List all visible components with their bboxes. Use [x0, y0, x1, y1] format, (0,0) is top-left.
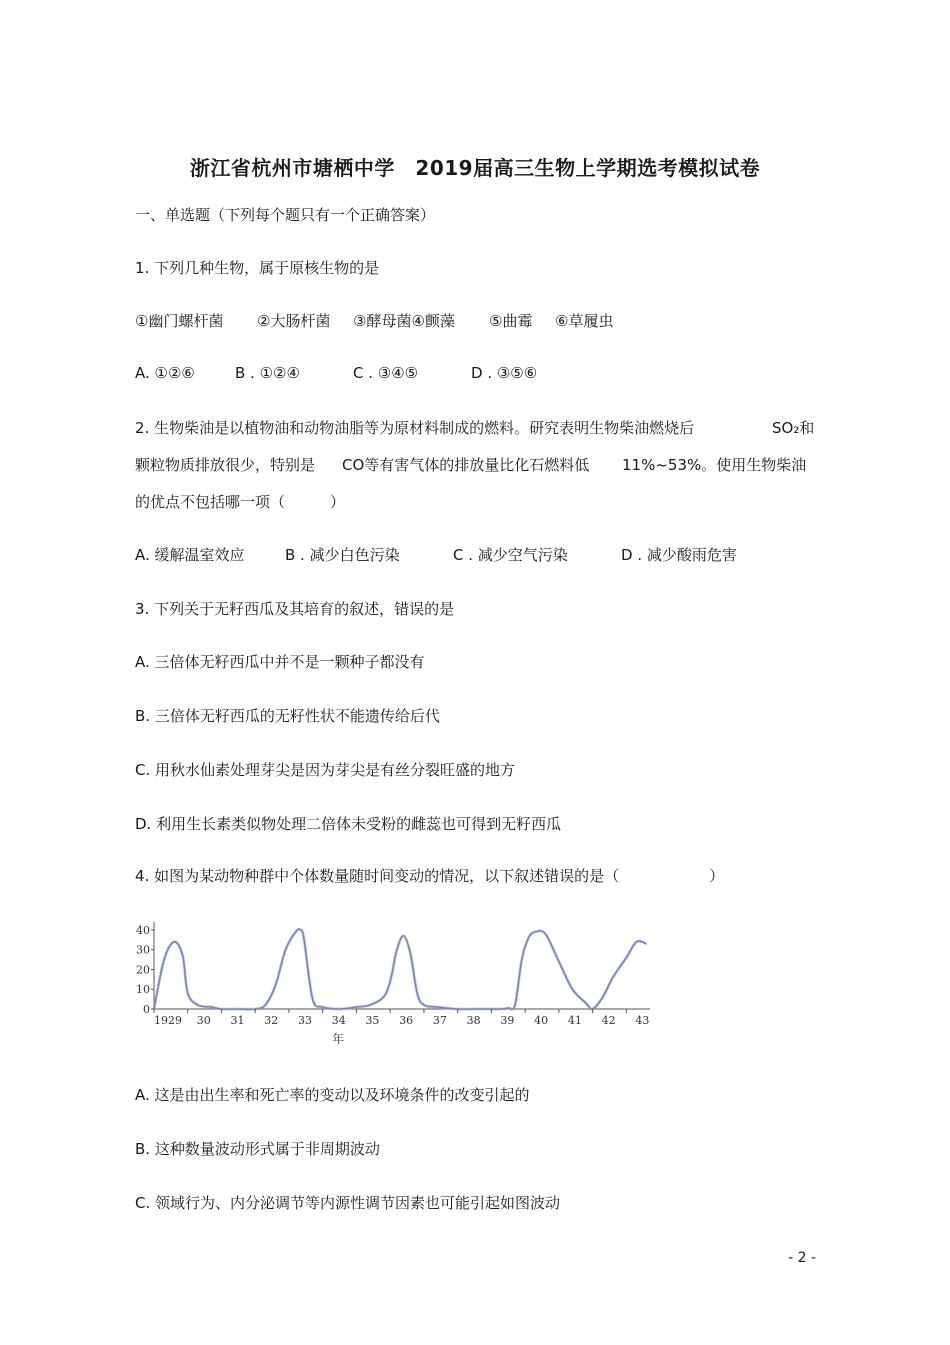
q3-stem: 3. 下列关于无籽西瓜及其培育的叙述，错误的是 [135, 600, 455, 618]
q1-option-b: B . ①②④ [235, 364, 300, 382]
q1-option-a: A. ①②⑥ [135, 364, 195, 382]
x-tick-label: 36 [399, 1014, 414, 1027]
population-chart [130, 916, 660, 1046]
x-tick-label: 43 [635, 1014, 650, 1027]
x-tick-label: 37 [432, 1014, 447, 1027]
q2-line-3: 的优点不包括哪一项（ ） [135, 493, 346, 511]
population-chart-svg [130, 916, 660, 1046]
q3-option-a: A. 三倍体无籽西瓜中并不是一颗种子都没有 [135, 653, 425, 671]
x-tick-label: 38 [466, 1014, 481, 1027]
q2-line-1-end: SO₂和 [772, 419, 815, 437]
q3-option-b: B. 三倍体无籽西瓜的无籽性状不能遗传给后代 [135, 707, 440, 725]
q4-option-a: A. 这是由出生率和死亡率的变动以及环境条件的改变引起的 [135, 1086, 530, 1104]
y-tick-label: 30 [136, 943, 150, 957]
q4-option-c: C. 领域行为、内分泌调节等内源性调节因素也可能引起如图波动 [135, 1194, 561, 1212]
q1-item-1: ①幽门螺杆菌 [135, 312, 224, 330]
x-tick-label: 35 [365, 1014, 380, 1027]
x-tick-label: 31 [230, 1014, 245, 1027]
q1-option-d: D . ③⑤⑥ [471, 364, 538, 382]
x-tick-label: 41 [567, 1014, 582, 1027]
q3-option-c: C. 用秋水仙素处理芽尖是因为芽尖是有丝分裂旺盛的地方 [135, 761, 516, 779]
q2-option-a: A. 缓解温室效应 [135, 546, 245, 564]
q2-option-d: D . 减少酸雨危害 [621, 546, 737, 564]
q1-item-5: ⑤曲霉 [489, 312, 533, 330]
q3-option-d: D. 利用生长素类似物处理二倍体未受粉的雌蕊也可得到无籽西瓜 [135, 815, 562, 833]
x-tick-label: 42 [601, 1014, 616, 1027]
x-tick-label: 32 [264, 1014, 279, 1027]
q2-line-1: 2. 生物柴油是以植物油和动物油脂等为原材料制成的燃料。研究表明生物柴油燃烧后 [135, 419, 695, 437]
q2-line-2-end: 11%~53%。使用生物柴油 [622, 456, 807, 474]
page-number: - 2 - [788, 1250, 816, 1266]
x-tick-label: 33 [297, 1014, 312, 1027]
q2-option-c: C . 减少空气污染 [453, 546, 568, 564]
y-tick-label: 0 [143, 1003, 150, 1016]
q1-item-2: ②大肠杆菌 [257, 312, 331, 330]
q1-stem: 1. 下列几种生物，属于原核生物的是 [135, 259, 380, 277]
y-tick-label: 10 [136, 983, 150, 997]
q1-item-6: ⑥草履虫 [555, 312, 614, 330]
section-heading: 一、单选题（下列每个题只有一个正确答案） [135, 206, 436, 224]
q4-option-b: B. 这种数量波动形式属于非周期波动 [135, 1140, 380, 1158]
q2-options [135, 544, 737, 565]
q1-options [135, 364, 537, 382]
q4-stem: 4. 如图为某动物种群中个体数量随时间变动的情况，以下叙述错误的是（ ） [135, 867, 725, 885]
q2-option-b: B . 减少白色污染 [285, 546, 400, 564]
y-tick-label: 20 [136, 963, 150, 977]
x-tick-label: 34 [331, 1014, 346, 1027]
x-tick-label: 40 [534, 1014, 549, 1027]
q2-line-2: 颗粒物质排放很少，特别是 [135, 456, 316, 474]
x-tick-label: 30 [196, 1014, 211, 1027]
x-tick-label: 1929 [154, 1014, 182, 1027]
series-line [154, 929, 647, 1009]
q2-line-2-mid: CO等有害气体的排放量比化石燃料低 [342, 456, 590, 474]
page-title: 浙江省杭州市塘栖中学 2019届高三生物上学期选考模拟试卷 [189, 156, 761, 180]
q1-item-3: ③酵母菌④颤藻 [353, 312, 455, 330]
y-tick-label: 40 [136, 923, 150, 937]
x-axis-label: 年 [332, 1032, 345, 1046]
q1-option-c: C . ③④⑤ [353, 364, 419, 382]
q1-items [135, 310, 613, 331]
x-tick-label: 39 [500, 1014, 515, 1027]
